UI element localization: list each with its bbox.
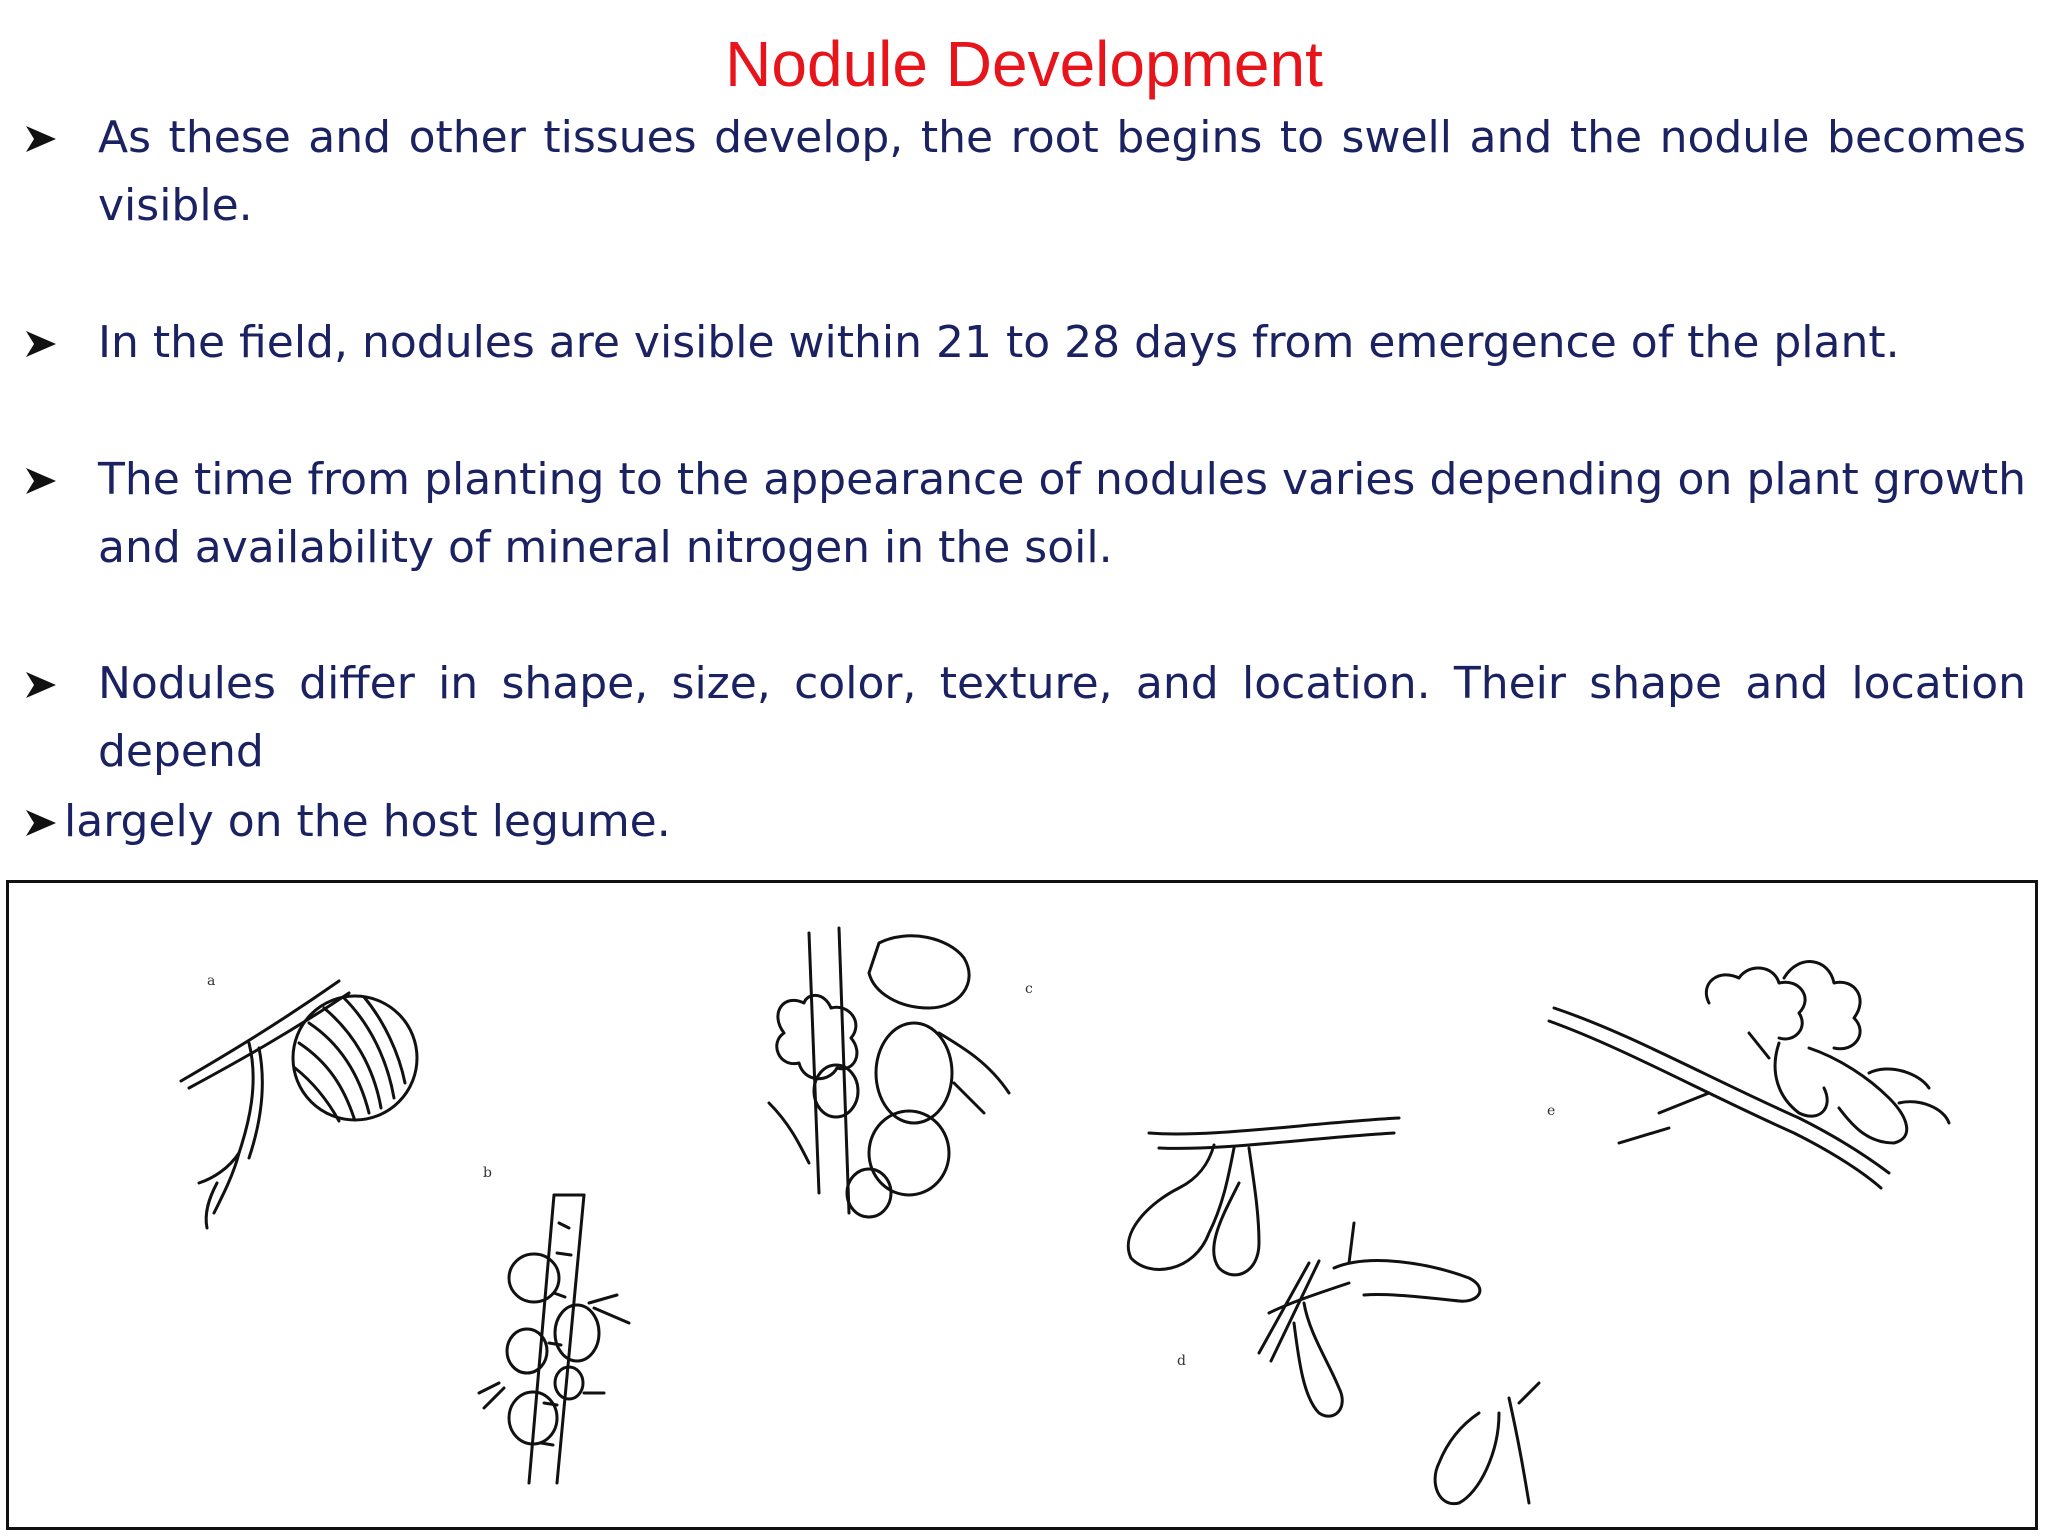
nodule-drawing-b <box>479 1195 629 1483</box>
bullet-text: Nodules differ in shape, size, color, texture, and location. Their shape and location depend <box>98 658 2026 777</box>
panel-label-d: d <box>1177 1353 1186 1369</box>
arrowhead-bullet-icon <box>20 446 70 514</box>
nodule-drawing-e <box>1549 962 1949 1188</box>
nodule-drawing-a <box>181 981 417 1228</box>
panel-label-a: a <box>207 973 216 989</box>
bullet-text: The time from planting to the appearance of nodules varies depending on plant growth and availability of mineral nitrogen in the soil. <box>98 454 2026 573</box>
panel-label-e: e <box>1547 1103 1556 1119</box>
nodule-illustration-figure <box>6 880 2038 1530</box>
panel-label-c: c <box>1025 981 1033 997</box>
bullet-text: largely on the host legume. <box>64 796 671 847</box>
arrowhead-bullet-icon <box>20 650 70 718</box>
bullet-text: As these and other tissues develop, the root begins to swell and the nodule becomes visible. <box>98 112 2026 231</box>
nodule-drawing-d <box>1128 1118 1539 1504</box>
bullet-text: In the field, nodules are visible within 21 to 28 days from emergence of the plant. <box>98 317 1900 368</box>
arrowhead-bullet-icon <box>20 309 70 377</box>
nodule-drawing-c <box>769 928 1009 1217</box>
nodule-drawings <box>9 883 2035 1527</box>
panel-label-b: b <box>483 1165 492 1181</box>
slide-title: Nodule Development <box>725 28 1323 100</box>
arrowhead-bullet-icon <box>20 104 70 172</box>
arrowhead-bullet-icon <box>20 788 62 856</box>
